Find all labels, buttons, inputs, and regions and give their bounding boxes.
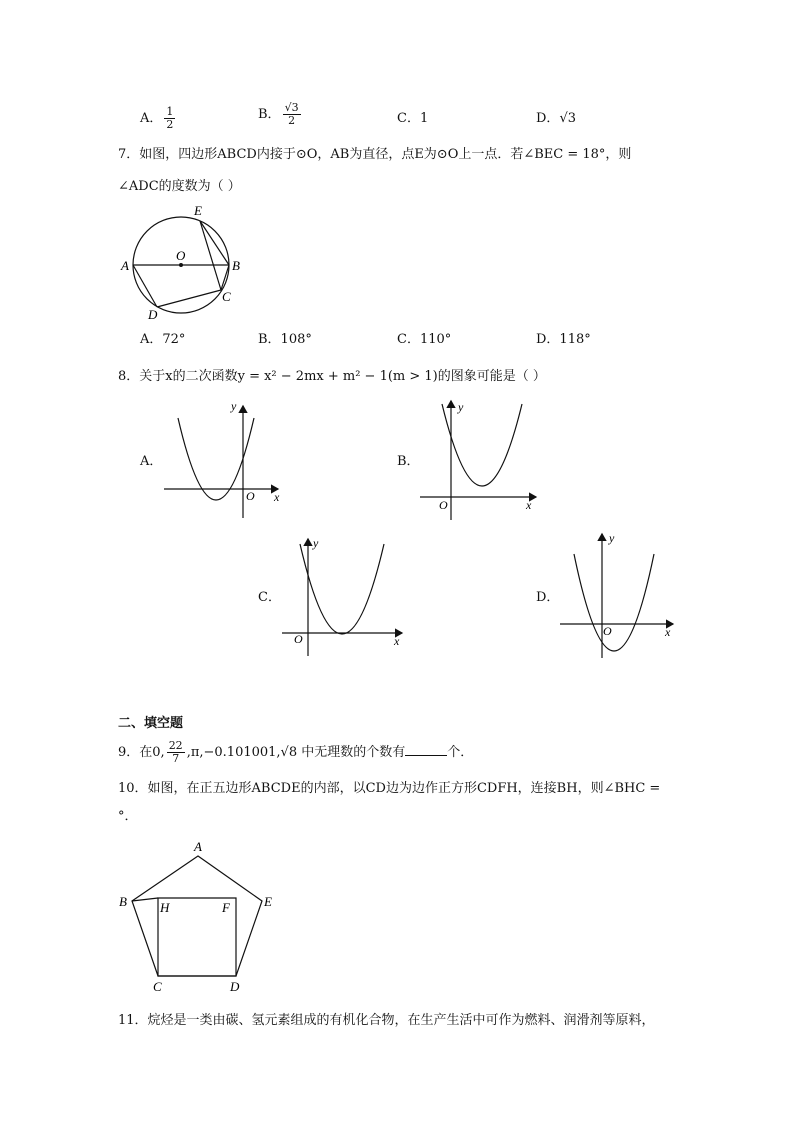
y-axis-label: y: [458, 400, 464, 414]
q6-option-c-label: C．: [397, 111, 420, 126]
y-axis-label: y: [231, 399, 237, 413]
q7-option-d: D．118°: [536, 332, 591, 347]
q8-graph-b: [418, 398, 548, 523]
point-label-e: E: [194, 203, 202, 218]
fraction-numerator: 22: [168, 739, 183, 752]
point-label-h: H: [160, 900, 170, 915]
q7-circle-figure: [118, 198, 248, 320]
q7-option-b: B．108°: [258, 332, 312, 347]
x-axis-label: x: [526, 498, 532, 512]
q10-stem-line2: °．: [118, 809, 138, 824]
q8-stem: 8．关于x的二次函数y = x² − 2mx + m² − 1(m > 1)的图象可能是（ ）: [118, 369, 546, 384]
point-label-e: E: [264, 894, 272, 909]
parabola: [574, 554, 654, 651]
answer-blank: [405, 743, 447, 756]
q7-stem-line2: ∠ADC的度数为（ ）: [118, 179, 241, 194]
point-label-c: C: [153, 979, 162, 994]
q6-option-c: [397, 110, 428, 128]
q6-option-d: [536, 110, 576, 128]
origin-label: O: [294, 632, 303, 646]
fraction-denominator: 2: [166, 118, 174, 131]
origin-label: O: [603, 624, 612, 638]
q8-option-d-label: D．: [536, 590, 560, 605]
q6-option-d-label: D．: [536, 111, 560, 126]
fraction-denominator: 7: [172, 752, 180, 765]
x-axis-label: x: [394, 634, 400, 648]
fraction-numerator: √3: [284, 101, 299, 114]
pentagon-abcde: [132, 856, 262, 976]
section-title: 二、填空题: [118, 716, 184, 731]
q10-stem-line1: 10．如图，在正五边形ABCDE的内部，以CD边为边作正方形CDFH，连接BH，则∠BHC =: [118, 781, 661, 796]
q8-graph-a: [160, 398, 290, 523]
q6-option-b-fraction: [283, 102, 301, 127]
point-label-c: C: [222, 289, 231, 304]
point-label-b: B: [232, 258, 240, 273]
q7-option-a: A．72°: [140, 332, 186, 347]
point-label-o: O: [176, 248, 186, 263]
fraction-numerator: 1: [166, 105, 174, 118]
point-label-f: F: [222, 900, 230, 915]
q8-graph-d: [558, 528, 688, 662]
q7-option-c: C．110°: [397, 332, 452, 347]
parabola: [442, 404, 522, 486]
q9-end: 个．: [447, 745, 474, 760]
q8-option-b-label: B．: [397, 454, 420, 469]
q9-suffix: ,π,−0.101001,√8 中无理数的个数有: [186, 745, 406, 760]
q8-option-c-label: C．: [258, 590, 281, 605]
q7-stem-line1: 7．如图，四边形ABCD内接于⊙O，AB为直径，点E为⊙O上一点．若∠BEC = 18°，则: [118, 147, 632, 162]
q9-prefix: 9．在0,: [118, 745, 165, 760]
q6-option-c-value: 1: [419, 111, 429, 126]
segment-dc: [157, 290, 221, 307]
q6-option-d-value: √3: [559, 111, 576, 126]
q11-stem-line1: 11．烷烃是一类由碳、氢元素组成的有机化合物，在生产生活中可作为燃料、润滑剂等原料，: [118, 1013, 655, 1028]
y-axis-label: y: [609, 531, 615, 545]
parabola: [300, 544, 384, 634]
q10-pentagon-figure: [116, 836, 286, 998]
q9-fraction: [167, 740, 185, 765]
q6-option-a-fraction: [164, 106, 175, 131]
point-label-b: B: [119, 894, 127, 909]
q6-option-b-label: B．: [258, 107, 281, 122]
segment-ad: [133, 265, 157, 307]
x-axis-label: x: [665, 625, 671, 639]
fraction-denominator: 2: [288, 114, 296, 127]
q9-stem: [118, 740, 473, 766]
origin-label: O: [439, 498, 448, 512]
point-label-d: D: [148, 307, 158, 320]
q6-option-a-label: A．: [140, 111, 163, 126]
y-axis-label: y: [313, 536, 319, 550]
q6-option-a: [140, 106, 177, 131]
point-label-d: D: [230, 979, 240, 994]
q8-option-a-label: A．: [140, 454, 163, 469]
point-label-a: A: [121, 258, 129, 273]
origin-label: O: [246, 489, 255, 503]
x-axis-label: x: [274, 490, 280, 504]
segment-ec: [200, 221, 221, 290]
q8-graph-c: [280, 534, 410, 659]
center-point: [179, 263, 183, 267]
point-label-a: A: [194, 839, 202, 854]
segment-eb: [200, 221, 229, 265]
q6-option-b: [258, 102, 303, 127]
